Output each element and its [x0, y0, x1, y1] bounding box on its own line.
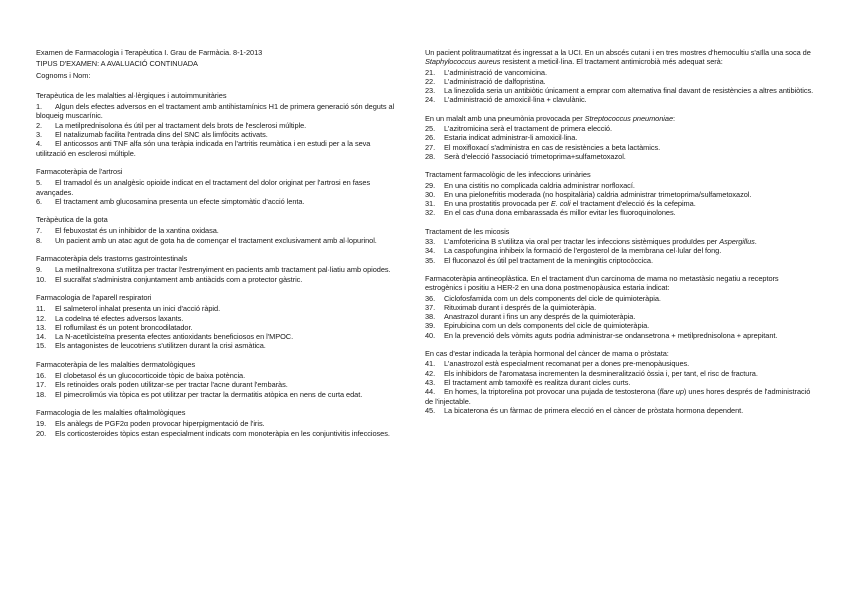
- text-run: En un malalt amb una pneumònia provocada per: [425, 113, 585, 123]
- text-run: Farmacoteràpia antineoplàstica. En el tractament d'un carcinoma de mama no metastàsic negatiu a receptors estrogènics i positiu a HER-2 en una dona postmenopàusica estaria indicat:: [425, 273, 779, 293]
- question: [36, 226, 398, 235]
- question-number: 36.: [425, 293, 436, 303]
- name-label: Cognoms i Nom:: [36, 70, 91, 80]
- question-text: Els anàlegs de PGF2α poden provocar hiperpigmentació de l'iris.: [55, 419, 265, 429]
- question-number: 34.: [425, 246, 436, 256]
- question-text: La linezolida seria un antibiòtic únicament a emprar com alternativa final davant de resistències a altres antibiòtics.: [444, 86, 814, 96]
- section: [425, 48, 817, 105]
- question: [425, 312, 817, 321]
- question: [36, 332, 398, 341]
- question-text: L'administració de dalfopristina.: [444, 76, 546, 86]
- section-intro: [425, 170, 817, 179]
- question-text: L'administració de amoxicil·lina + clavulànic.: [444, 95, 587, 105]
- text-run: Epirubicina com un dels components del cicle de quimioteràpia.: [444, 321, 650, 331]
- question-number: 33.: [425, 237, 436, 247]
- section: [36, 360, 398, 399]
- question: [425, 378, 817, 387]
- section-intro: [425, 349, 817, 358]
- question-text: Un pacient amb un atac agut de gota ha de començar el tractament exclusivament amb al·lopurinol.: [55, 235, 377, 245]
- question-text: Els corticosteroides tòpics estan especialment indicats com monoteràpia en les conjuntivitis infeccioses.: [55, 428, 390, 438]
- question: [36, 371, 398, 380]
- section-intro: [425, 48, 817, 67]
- text-run: resistent a meticil·lina. El tractament antimicrobià més adequat serà:: [500, 57, 723, 67]
- question: [425, 86, 817, 95]
- question-number: 26.: [425, 133, 436, 143]
- question-number: 2.: [36, 120, 43, 130]
- italic-term: Staphylococcus aureus: [425, 57, 501, 67]
- section: [425, 349, 817, 415]
- question-text: L'administració de vancomicina.: [444, 67, 547, 77]
- section-title: Farmacoteràpia de l'artrosi: [36, 166, 123, 176]
- text-run: Ciclofosfamida com un dels components del cicle de quimioteràpia.: [444, 293, 661, 303]
- section-title: Farmacoteràpia dels trastorns gastrointestinals: [36, 254, 188, 264]
- italic-term: E. coli: [550, 199, 571, 209]
- question-number: 39.: [425, 321, 436, 331]
- question-number: 35.: [425, 255, 436, 265]
- section-intro: [425, 114, 817, 123]
- question: [425, 359, 817, 368]
- question: [36, 380, 398, 389]
- question-number: 24.: [425, 95, 436, 105]
- question: [425, 387, 817, 406]
- section-title: Teràpèutica de la gota: [36, 215, 108, 225]
- question: [36, 314, 398, 323]
- question-number: 21.: [425, 67, 436, 77]
- question: [425, 190, 817, 199]
- italic-term: Streptococcus pneumoniae: [584, 113, 674, 123]
- question: [425, 181, 817, 190]
- question-number: 17.: [36, 380, 47, 390]
- question-number: 6.: [36, 196, 43, 206]
- question: [425, 95, 817, 104]
- text-run: En una cistitis no complicada caldria administrar norfloxací.: [444, 180, 635, 190]
- question-number: 19.: [36, 419, 47, 429]
- question-number: 41.: [425, 359, 436, 369]
- question: [425, 331, 817, 340]
- right-sections: [425, 48, 817, 415]
- question-number: 37.: [425, 302, 436, 312]
- question-text: Algun dels efectes adversos en el tractament amb antihistamínics H1 de primera generació són deguts al bloqueig muscarínic.: [36, 102, 395, 121]
- text-run: Tractament farmacològic de les infeccions urinàries: [425, 170, 591, 180]
- question-number: 30.: [425, 189, 436, 199]
- section: [425, 227, 817, 265]
- question-text: El pimecrolimús via tòpica es pot utilitzar per tractar la dermatitis atòpica en nens de curta edat.: [55, 389, 363, 399]
- left-sections: [36, 91, 398, 438]
- section: [36, 215, 398, 245]
- question: [36, 236, 398, 245]
- question-text: El tractament amb glucosamina presenta un efecte simptomàtic d'acció lenta.: [55, 196, 305, 206]
- question-text: El natalizumab facilita l'entrada dins del SNC als limfòcits activats.: [55, 130, 268, 140]
- question-text: Els antagonistes de leucotriens s'utilitzen durant la crisi asmàtica.: [55, 341, 266, 351]
- question-number: 32.: [425, 208, 436, 218]
- text-run: el tractament d'elecció és la cefepima.: [570, 199, 696, 209]
- text-run: ) unes hores després de l'administració de l'injectable.: [425, 387, 811, 406]
- text-run: En cas d'estar indicada la teràpia hormonal del càncer de mama o pròstata:: [425, 349, 669, 359]
- question-number: 5.: [36, 178, 43, 188]
- text-run: L'anastrozol està especialment recomanat per a dones pre-menopàusiques.: [444, 359, 690, 369]
- question-number: 28.: [425, 151, 436, 161]
- question-text: L'azitromicina serà el tractament de primera elecció.: [444, 124, 612, 134]
- question-text: El anticossos anti TNF alfa són una teràpia indicada en l'artritis reumàtica i en estudi per a la seva utilització en esclerosi múltiple.: [36, 139, 371, 158]
- question: [36, 323, 398, 332]
- section: [425, 170, 817, 217]
- question-number: 3.: [36, 130, 43, 140]
- text-run: Anastrazol durant i fins un any després de la quimioteràpia.: [444, 312, 636, 322]
- question: [425, 124, 817, 133]
- question-text: La codeïna té efectes adversos laxants.: [55, 313, 184, 323]
- exam-type: TIPUS D'EXAMEN: A AVALUACIÓ CONTINUADA: [36, 59, 198, 69]
- question-text: Estaria indicat administrar-li amoxicil·lina.: [444, 133, 578, 143]
- section-title: Terapèutica de les malalties al·lèrgiques i autoimmunitàries: [36, 90, 227, 100]
- question-number: 11.: [36, 304, 46, 314]
- section-title: Farmacologia de l'aparell respiratori: [36, 292, 152, 302]
- question-text: El tramadol és un analgèsic opioide indicat en el tractament del dolor originat per l'artrosi en fases avançades.: [36, 178, 371, 197]
- question-number: 7.: [36, 226, 43, 236]
- question: [425, 303, 817, 312]
- question: [425, 133, 817, 142]
- question-number: 1.: [36, 102, 43, 112]
- question-text: El clobetasol és un glucocorticoide tòpic de baixa potència.: [55, 371, 246, 381]
- question-text: Serà d'elecció l'associació trimetoprima+sulfametoxazol.: [444, 151, 626, 161]
- question: [36, 130, 398, 139]
- question-number: 44.: [425, 387, 436, 397]
- section: [425, 114, 817, 161]
- text-run: En la prevenció dels vòmits aguts podria administrar-se ondansetrona + metilprednisolona + aprepitant.: [444, 330, 778, 340]
- question: [425, 199, 817, 208]
- question-number: 40.: [425, 330, 436, 340]
- text-run: Tractament de les micosis: [425, 226, 510, 236]
- question: [425, 369, 817, 378]
- question-number: 18.: [36, 389, 47, 399]
- text-run: La caspofungina inhibeix la formació de l'ergosterol de la membrana cel·lular del fong.: [444, 246, 722, 256]
- question-text: El salmeterol inhalat presenta un inici d'acció ràpid.: [55, 304, 221, 314]
- exam-title: Examen de Farmacologia i Terapèutica I. Grau de Farmàcia. 8-1-2013: [36, 48, 263, 57]
- text-run: .: [754, 237, 757, 247]
- question-text: El febuxostat és un inhibidor de la xantina oxidasa.: [55, 226, 219, 236]
- section-title: Farmacologia de les malalties oftalmològiques: [36, 407, 186, 417]
- question: [425, 256, 817, 265]
- question: [425, 246, 817, 255]
- italic-term: flare up: [659, 387, 684, 397]
- left-column: [36, 48, 398, 438]
- question-number: 29.: [425, 180, 436, 190]
- text-run: Un pacient politraumatitzat és ingressat a la UCI. En un abscés cutani i en tres mostres d'hemocultiu s'aïlla una soca de: [425, 48, 811, 57]
- question-text: La metilprednisolona és útil per al tractament dels brots de l'esclerosi múltiple.: [55, 120, 307, 130]
- question-number: 45.: [425, 405, 436, 415]
- question-number: 16.: [36, 371, 47, 381]
- question: [36, 390, 398, 399]
- question: [36, 341, 398, 350]
- question: [425, 321, 817, 330]
- question: [425, 152, 817, 161]
- section: [36, 293, 398, 351]
- question: [425, 143, 817, 152]
- question: [425, 208, 817, 217]
- question: [36, 102, 398, 121]
- italic-term: Aspergillus: [719, 237, 755, 247]
- section: [36, 167, 398, 206]
- question: [36, 429, 398, 438]
- question-text: Els retinoides orals poden utilitzar-se per tractar l'acne durant l'embaràs.: [55, 380, 288, 390]
- question-number: 15.: [36, 341, 47, 351]
- question: [425, 68, 817, 77]
- question-number: 12.: [36, 313, 47, 323]
- question-text: La metilnaltrexona s'utilitza per tractar l'estrenyiment en pacients amb tractament pal·liatiu amb opiodes.: [55, 265, 391, 275]
- question-number: 8.: [36, 235, 43, 245]
- question-number: 22.: [425, 76, 436, 86]
- text-run: En una pielonefritis moderada (no hospitalària) caldria administrar trimetoprima/sulfametoxazol.: [444, 189, 752, 199]
- question-text: La N-acetilcisteïna presenta efectes antioxidants beneficiosos en l'MPOC.: [55, 332, 294, 342]
- question: [36, 419, 398, 428]
- question-number: 23.: [425, 86, 436, 96]
- text-run: La bicaterona és un fàrmac de primera elecció en el càncer de pròstata hormona dependent.: [444, 405, 744, 415]
- section-intro: [425, 227, 817, 236]
- text-run: Rituximab durant i després de la quimioteràpia.: [444, 302, 597, 312]
- question: [425, 406, 817, 415]
- section: [36, 254, 398, 284]
- text-run: En homes, la triptorelina pot provocar una pujada de testosterona (: [444, 387, 660, 397]
- question: [36, 265, 398, 274]
- question-number: 9.: [36, 265, 43, 275]
- right-column: [425, 48, 817, 415]
- question-number: 10.: [36, 274, 47, 284]
- section-intro: [425, 274, 817, 293]
- text-run: El tractament amb tamoxifè es realitza durant cicles curts.: [444, 377, 631, 387]
- section: [36, 408, 398, 438]
- question-number: 31.: [425, 199, 436, 209]
- question: [36, 197, 398, 206]
- question: [36, 304, 398, 313]
- question-text: El moxifloxací s'administra en cas de resistències a beta lactàmics.: [444, 142, 661, 152]
- text-run: Els inhibidors de l'aromatasa incrementen la desmineralització òssia i, per tant, el risc de fractura.: [444, 368, 758, 378]
- question-number: 38.: [425, 312, 436, 322]
- text-run: En una prostatitis provocada per: [444, 199, 551, 209]
- question-number: 43.: [425, 377, 436, 387]
- question: [425, 77, 817, 86]
- section-title: Farmacoteràpia de les malalties dermatològiques: [36, 359, 196, 369]
- question-number: 14.: [36, 332, 47, 342]
- question: [36, 275, 398, 284]
- section: [425, 274, 817, 340]
- question-text: El roflumilast és un potent broncodilatador.: [55, 322, 193, 332]
- question-number: 25.: [425, 124, 436, 134]
- question: [36, 121, 398, 130]
- section: [36, 91, 398, 158]
- question-number: 42.: [425, 368, 436, 378]
- question-text: El sucralfat s'administra conjuntament amb antiàcids com a protector gàstric.: [55, 274, 303, 284]
- text-run: El fluconazol és útil pel tractament de la meningitis criptocòccica.: [444, 255, 653, 265]
- question-number: 4.: [36, 139, 43, 149]
- question: [36, 178, 398, 197]
- question-number: 20.: [36, 428, 47, 438]
- question-number: 13.: [36, 322, 47, 332]
- question-number: 27.: [425, 142, 436, 152]
- text-run: L'amfotericina B s'utilitza via oral per tractar les infeccions sistèmiques produïdes per: [444, 237, 720, 247]
- question: [425, 237, 817, 246]
- question: [36, 139, 398, 158]
- question: [425, 294, 817, 303]
- text-run: :: [673, 113, 676, 123]
- text-run: En el cas d'una dona embarassada és millor evitar les fluoroquinolones.: [444, 208, 676, 218]
